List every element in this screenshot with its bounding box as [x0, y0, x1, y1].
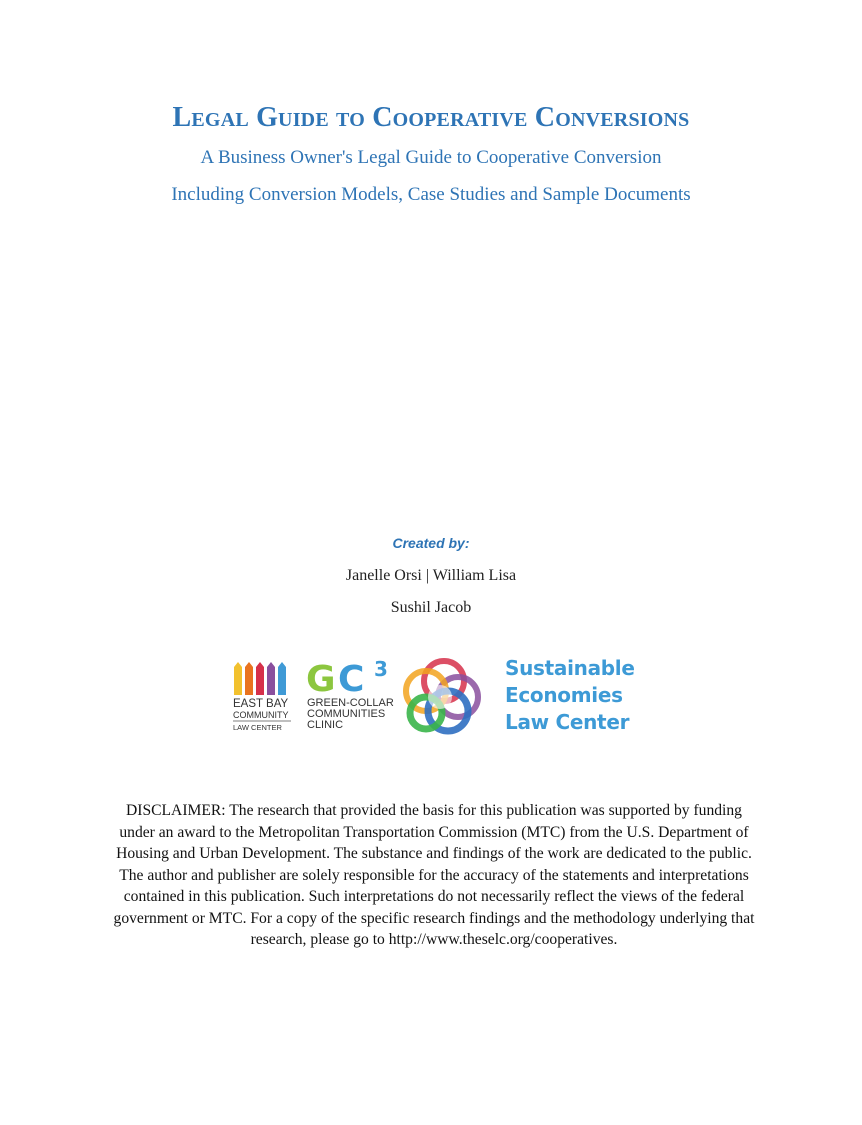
east-bay-community-law-center-logo: [233, 659, 293, 734]
ebclc-line-1: EAST BAY: [233, 698, 289, 710]
disclaimer-paragraph: DISCLAIMER: The research that provided the basis for this publication was supported by funding under an award to the Metropolitan Transportation Commission (MTC) from the U.S. Department of Housing and Urban Development. The substance and findings of the work are dedicated to the public. The author and publisher are solely responsible for the accuracy of the statements and interpretations contained in this publication. Such interpretations do not necessarily reflect the views of the federal government or MTC. For a copy of the specific research findings and the methodology underlying that research, please go to http://www.theselc.org/cooperatives.: [113, 802, 755, 948]
document-subtitle-2: Including Conversion Models, Case Studies and Sample Documents: [171, 184, 691, 205]
gc3-line-3: CLINIC: [307, 719, 344, 731]
gc3-line-1: GREEN-COLLAR: [307, 697, 394, 709]
interlocking-rings-icon: [400, 657, 482, 735]
gc3-mark-3: 3: [374, 658, 388, 681]
gc3-mark-g: G: [306, 659, 336, 700]
document-subtitle-1: A Business Owner's Legal Guide to Cooperative Conversion: [200, 147, 662, 168]
selc-line-1: Sustainable: [505, 656, 635, 680]
authors-line-1: Janelle Orsi | William Lisa: [345, 567, 517, 584]
gc3-line-2: COMMUNITIES: [307, 708, 386, 720]
ebclc-line-3: LAW CENTER: [233, 723, 282, 732]
document-title: Legal Guide to Cooperative Conversions: [172, 102, 690, 133]
ebclc-house-bars-icon: [234, 662, 286, 695]
selc-line-3: Law Center: [505, 710, 630, 734]
green-collar-communities-clinic-logo: [306, 658, 406, 733]
authors-line-2: Sushil Jacob: [390, 599, 472, 616]
ebclc-line-2: COMMUNITY: [233, 710, 289, 720]
selc-wordmark: [505, 655, 635, 736]
gc3-mark-c: C: [338, 659, 365, 700]
selc-line-2: Economies: [505, 683, 623, 707]
created-by-label: Created by:: [392, 535, 470, 551]
